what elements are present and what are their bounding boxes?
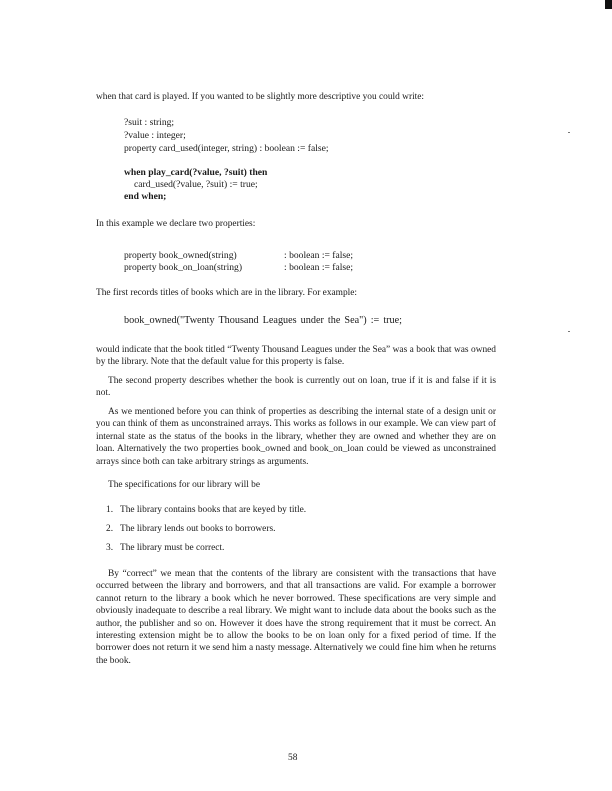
code-line: property book_owned(string) (124, 250, 237, 261)
intro-line: when that card is played. If you wanted to be slightly more descriptive you could write: (96, 92, 425, 102)
paragraph-correct: By “correct” we mean that the contents of the library are consistent with the transactions that have occurred between the library and borrowers, and that all transactions are valid. For example a borrower cannot return to the library a book which he never borrowed. These specifications are very simple and obviously inadequate to describe a real library. We might want to include data about the books such as the author, the publisher and so on. However it does have the strong requirement that it must be correct. An interesting extension might be to allow the books to be on loan only for a fixed period of time. If the borrower does not return it we send him a nasty message. Alternatively we could fine him when he returns the book. (96, 569, 496, 666)
paragraph-internal-state: As we mentioned before you can think of properties as describing the internal state of a design unit or you can think of them as unconstrained arrays. This works as follows in our example. We can view part of internal state as the status of the books in the library, whether they are owned and whether they are on loan. Alternatively the two properties book_owned and book_on_loan could be viewed as unconstrained arrays since both can take arbitrary strings as arguments. (96, 407, 496, 467)
spec-item: The library contains books that are keyed by title. (120, 505, 307, 515)
code-line: property book_on_loan(string) (124, 262, 243, 273)
code-line: : boolean := false; (284, 262, 354, 273)
code-line: end when; (124, 191, 167, 202)
code-line: when play_card(?value, ?suit) then (124, 167, 268, 178)
example-code: book_owned("Twenty Thousand Leagues under the Sea") := true; (124, 315, 402, 326)
code-line: : boolean := false; (284, 250, 354, 261)
paragraph-default-value: would indicate that the book titled “Twenty Thousand Leagues under the Sea” was a book that was owned by the library. Note that the default value for this property is false. (96, 345, 496, 368)
spec-item: The library must be correct. (120, 543, 225, 553)
scan-speck (568, 331, 570, 332)
code-line: ?suit : string; (124, 117, 175, 128)
spec-number: 3. (106, 543, 114, 553)
page-number: 58 (288, 753, 298, 763)
records-line: The first records titles of books which are in the library. For example: (96, 288, 358, 298)
spec-item: The library lends out books to borrowers. (120, 524, 276, 534)
paragraph-second-property: The second property describes whether the book is currently out on loan, true if it is and false if it is not. (96, 376, 496, 399)
code-line: ?value : integer; (124, 130, 186, 141)
spec-number: 2. (106, 524, 114, 534)
spec-number: 1. (106, 505, 114, 515)
code-line: property card_used(integer, string) : boolean := false; (124, 143, 329, 154)
scan-speck (568, 132, 570, 133)
scan-mark (605, 0, 612, 9)
declare-line: In this example we declare two properties: (96, 219, 256, 229)
code-line: card_used(?value, ?suit) := true; (134, 179, 258, 190)
spec-intro: The specifications for our library will be (108, 480, 261, 490)
